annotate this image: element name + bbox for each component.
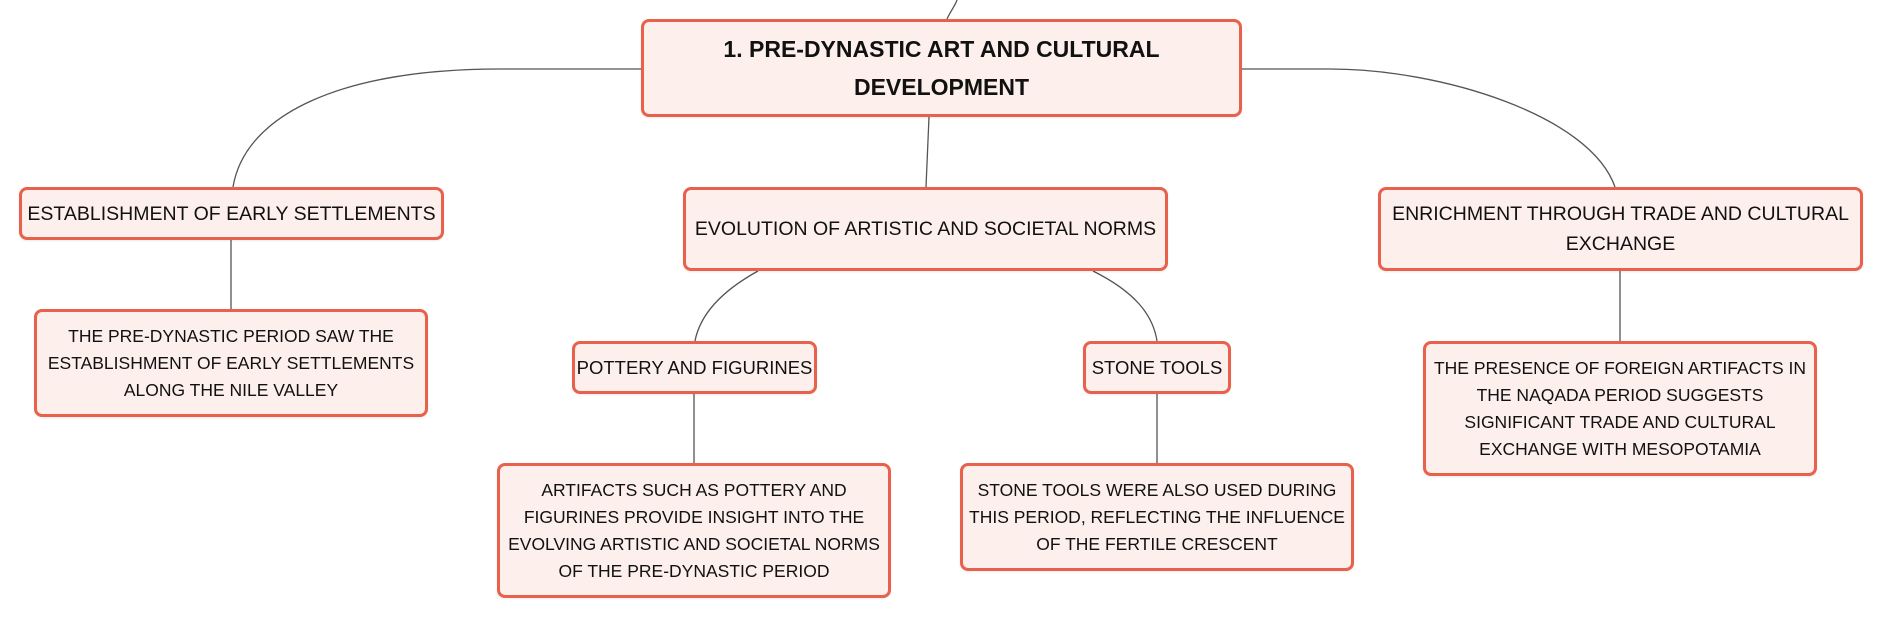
detail-line: ALONG THE NILE VALLEY [123,379,339,400]
detail-line: EVOLVING ARTISTIC AND SOCIETAL NORMS [508,533,880,554]
detail-node-trade[interactable] [1423,341,1817,476]
root-topic-text [723,30,1159,106]
branch-label: EVOLUTION OF ARTISTIC AND SOCIETAL NORMS [694,218,1157,240]
branch-node-trade-exchange[interactable] [1378,187,1863,271]
subtopic-label: STONE TOOLS [1091,356,1223,378]
detail-line: SIGNIFICANT TRADE AND CULTURAL [1464,411,1776,432]
root-topic-line: 1. PRE-DYNASTIC ART AND CULTURAL [723,36,1160,62]
subtopic-node-stone-tools[interactable] [1083,341,1231,394]
branch-node-artistic-norms[interactable] [683,187,1168,271]
detail-line: STONE TOOLS WERE ALSO USED DURING [977,479,1337,500]
subtopic-node-pottery[interactable] [572,341,817,394]
detail-line: ARTIFACTS SUCH AS POTTERY AND [541,479,847,500]
root-topic-line: DEVELOPMENT [853,74,1030,100]
connector-root-to-trade [1242,69,1615,187]
detail-line: OF THE FERTILE CRESCENT [1036,533,1278,554]
subtopic-text [1092,353,1223,383]
branch-text [695,214,1156,244]
branch-text [1392,199,1849,259]
branch-label: ESTABLISHMENT OF EARLY SETTLEMENTS [27,202,436,225]
detail-line: EXCHANGE WITH MESOPOTAMIA [1479,438,1761,459]
detail-line: ESTABLISHMENT OF EARLY SETTLEMENTS [47,352,415,373]
detail-node-stone-tools[interactable] [960,463,1354,571]
detail-line: THE NAQADA PERIOD SUGGESTS [1476,384,1764,405]
detail-line: THE PRE-DYNASTIC PERIOD SAW THE [68,325,394,346]
detail-line: OF THE PRE-DYNASTIC PERIOD [558,560,830,581]
subtopic-text [577,353,813,383]
detail-text [48,323,414,404]
detail-line: FIGURINES PROVIDE INSIGHT INTO THE [523,506,865,527]
branch-text [27,199,435,229]
connector-evolution-to-pottery [695,271,758,341]
connector-root-parent [947,0,957,19]
detail-text [969,477,1345,558]
branch-label: ENRICHMENT THROUGH TRADE AND CULTURAL [1392,203,1849,225]
branch-label: EXCHANGE [1565,233,1676,255]
detail-node-settlements[interactable] [34,309,428,417]
detail-line: THIS PERIOD, REFLECTING THE INFLUENCE [969,506,1345,527]
detail-text [1434,355,1806,463]
subtopic-label: POTTERY AND FIGURINES [576,356,813,378]
connector-root-to-evolution [926,117,929,187]
root-topic-node[interactable] [641,19,1242,117]
connector-evolution-to-stone-tools [1093,271,1157,341]
detail-node-pottery[interactable] [497,463,891,598]
connector-root-to-settlements [233,69,641,187]
branch-node-early-settlements[interactable] [19,187,444,240]
detail-text [508,477,880,585]
detail-line: THE PRESENCE OF FOREIGN ARTIFACTS IN [1433,357,1807,378]
